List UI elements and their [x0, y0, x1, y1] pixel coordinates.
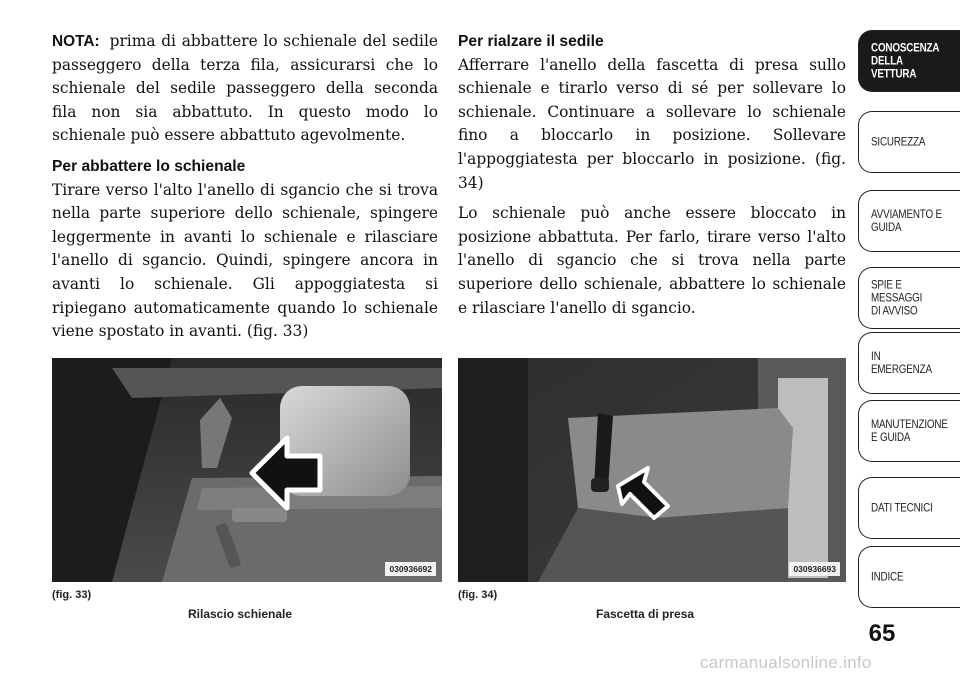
watermark: carmanualsonline.info	[700, 653, 872, 672]
figure-code: 030936693	[789, 562, 840, 576]
figure-caption: Fascetta di presa	[596, 607, 695, 621]
figure-33-photo	[52, 358, 442, 582]
tab-label: MANUTENZIONE E GUIDA	[871, 417, 948, 444]
tab-manutenzione[interactable]	[858, 400, 960, 462]
tab-dati-tecnici[interactable]	[858, 477, 960, 539]
figure-code: 030936692	[385, 562, 436, 576]
tab-label: IN EMERGENZA	[871, 349, 932, 376]
lock-folded-instructions: Lo schienale può anche essere bloccato in posizione abbattuta. Per farlo, tirare verso l'alto l'anello di sgancio che si trova nella parte superiore dello schienale, abbattere lo schienale e rilasciare l'anello di sgancio.	[458, 204, 846, 317]
grab-strap-illustration	[458, 358, 846, 582]
tab-label: AVVIAMENTO E GUIDA	[871, 207, 942, 234]
tab-conoscenza-della-vettura[interactable]	[858, 30, 960, 92]
tab-label: INDICE	[871, 569, 904, 584]
nota-label: NOTA:	[52, 33, 100, 50]
right-column	[458, 30, 846, 327]
figure-number: (fig. 34)	[458, 589, 498, 601]
figure-caption: Rilascio schienale	[188, 607, 293, 621]
tab-label: SPIE E MESSAGGI DI AVVISO	[871, 277, 923, 318]
tab-sicurezza[interactable]	[858, 111, 960, 173]
tab-in-emergenza[interactable]	[858, 332, 960, 394]
tab-label: CONOSCENZA DELLA VETTURA	[871, 40, 940, 81]
left-column	[52, 30, 438, 351]
figure-34-photo	[458, 358, 846, 582]
seat-release-illustration	[52, 358, 442, 582]
lower-instructions: Tirare verso l'alto l'anello di sgancio che si trova nella parte superiore dello schienale, spingere leggermente in avanti lo schienale e rilasciare l'anello di sgancio. Quindi, spingere ancora in avanti lo schienale. Gli appoggiatesta si ripiegano automaticamente quando lo schienale viene spostato in avanti. (fig. 33)	[52, 180, 438, 341]
tab-label: SICUREZZA	[871, 134, 926, 149]
tab-label: DATI TECNICI	[871, 500, 933, 515]
raise-instructions: Afferrare l'anello della fascetta di presa sullo schienale e tirarlo verso di sé per sollevare lo schienale. Continuare a sollevare lo schienale fino a bloccarlo in posizione. Sollevare l'appoggiatesta per bloccarlo in posizione. (fig. 34)	[458, 55, 846, 192]
section-heading-lower: Per abbattere lo schienale	[52, 157, 246, 175]
chapter-tabs	[858, 30, 960, 620]
tab-avviamento-e-guida[interactable]	[858, 190, 960, 252]
section-heading-raise: Per rialzare il sedile	[458, 33, 604, 50]
nota-paragraph	[52, 30, 438, 148]
nota-text: prima di abbattere lo schienale del sedile passeggero della terza fila, assicurarsi che lo schienale del sedile passeggero della seconda fila non sia abbattuto. In questo modo lo schienale può essere abbattuto agevolmente.	[52, 32, 438, 145]
figure-number: (fig. 33)	[52, 589, 92, 601]
tab-spie-e-messaggi[interactable]	[858, 267, 960, 329]
page-number: 65	[868, 620, 896, 647]
tab-indice[interactable]	[858, 546, 960, 608]
